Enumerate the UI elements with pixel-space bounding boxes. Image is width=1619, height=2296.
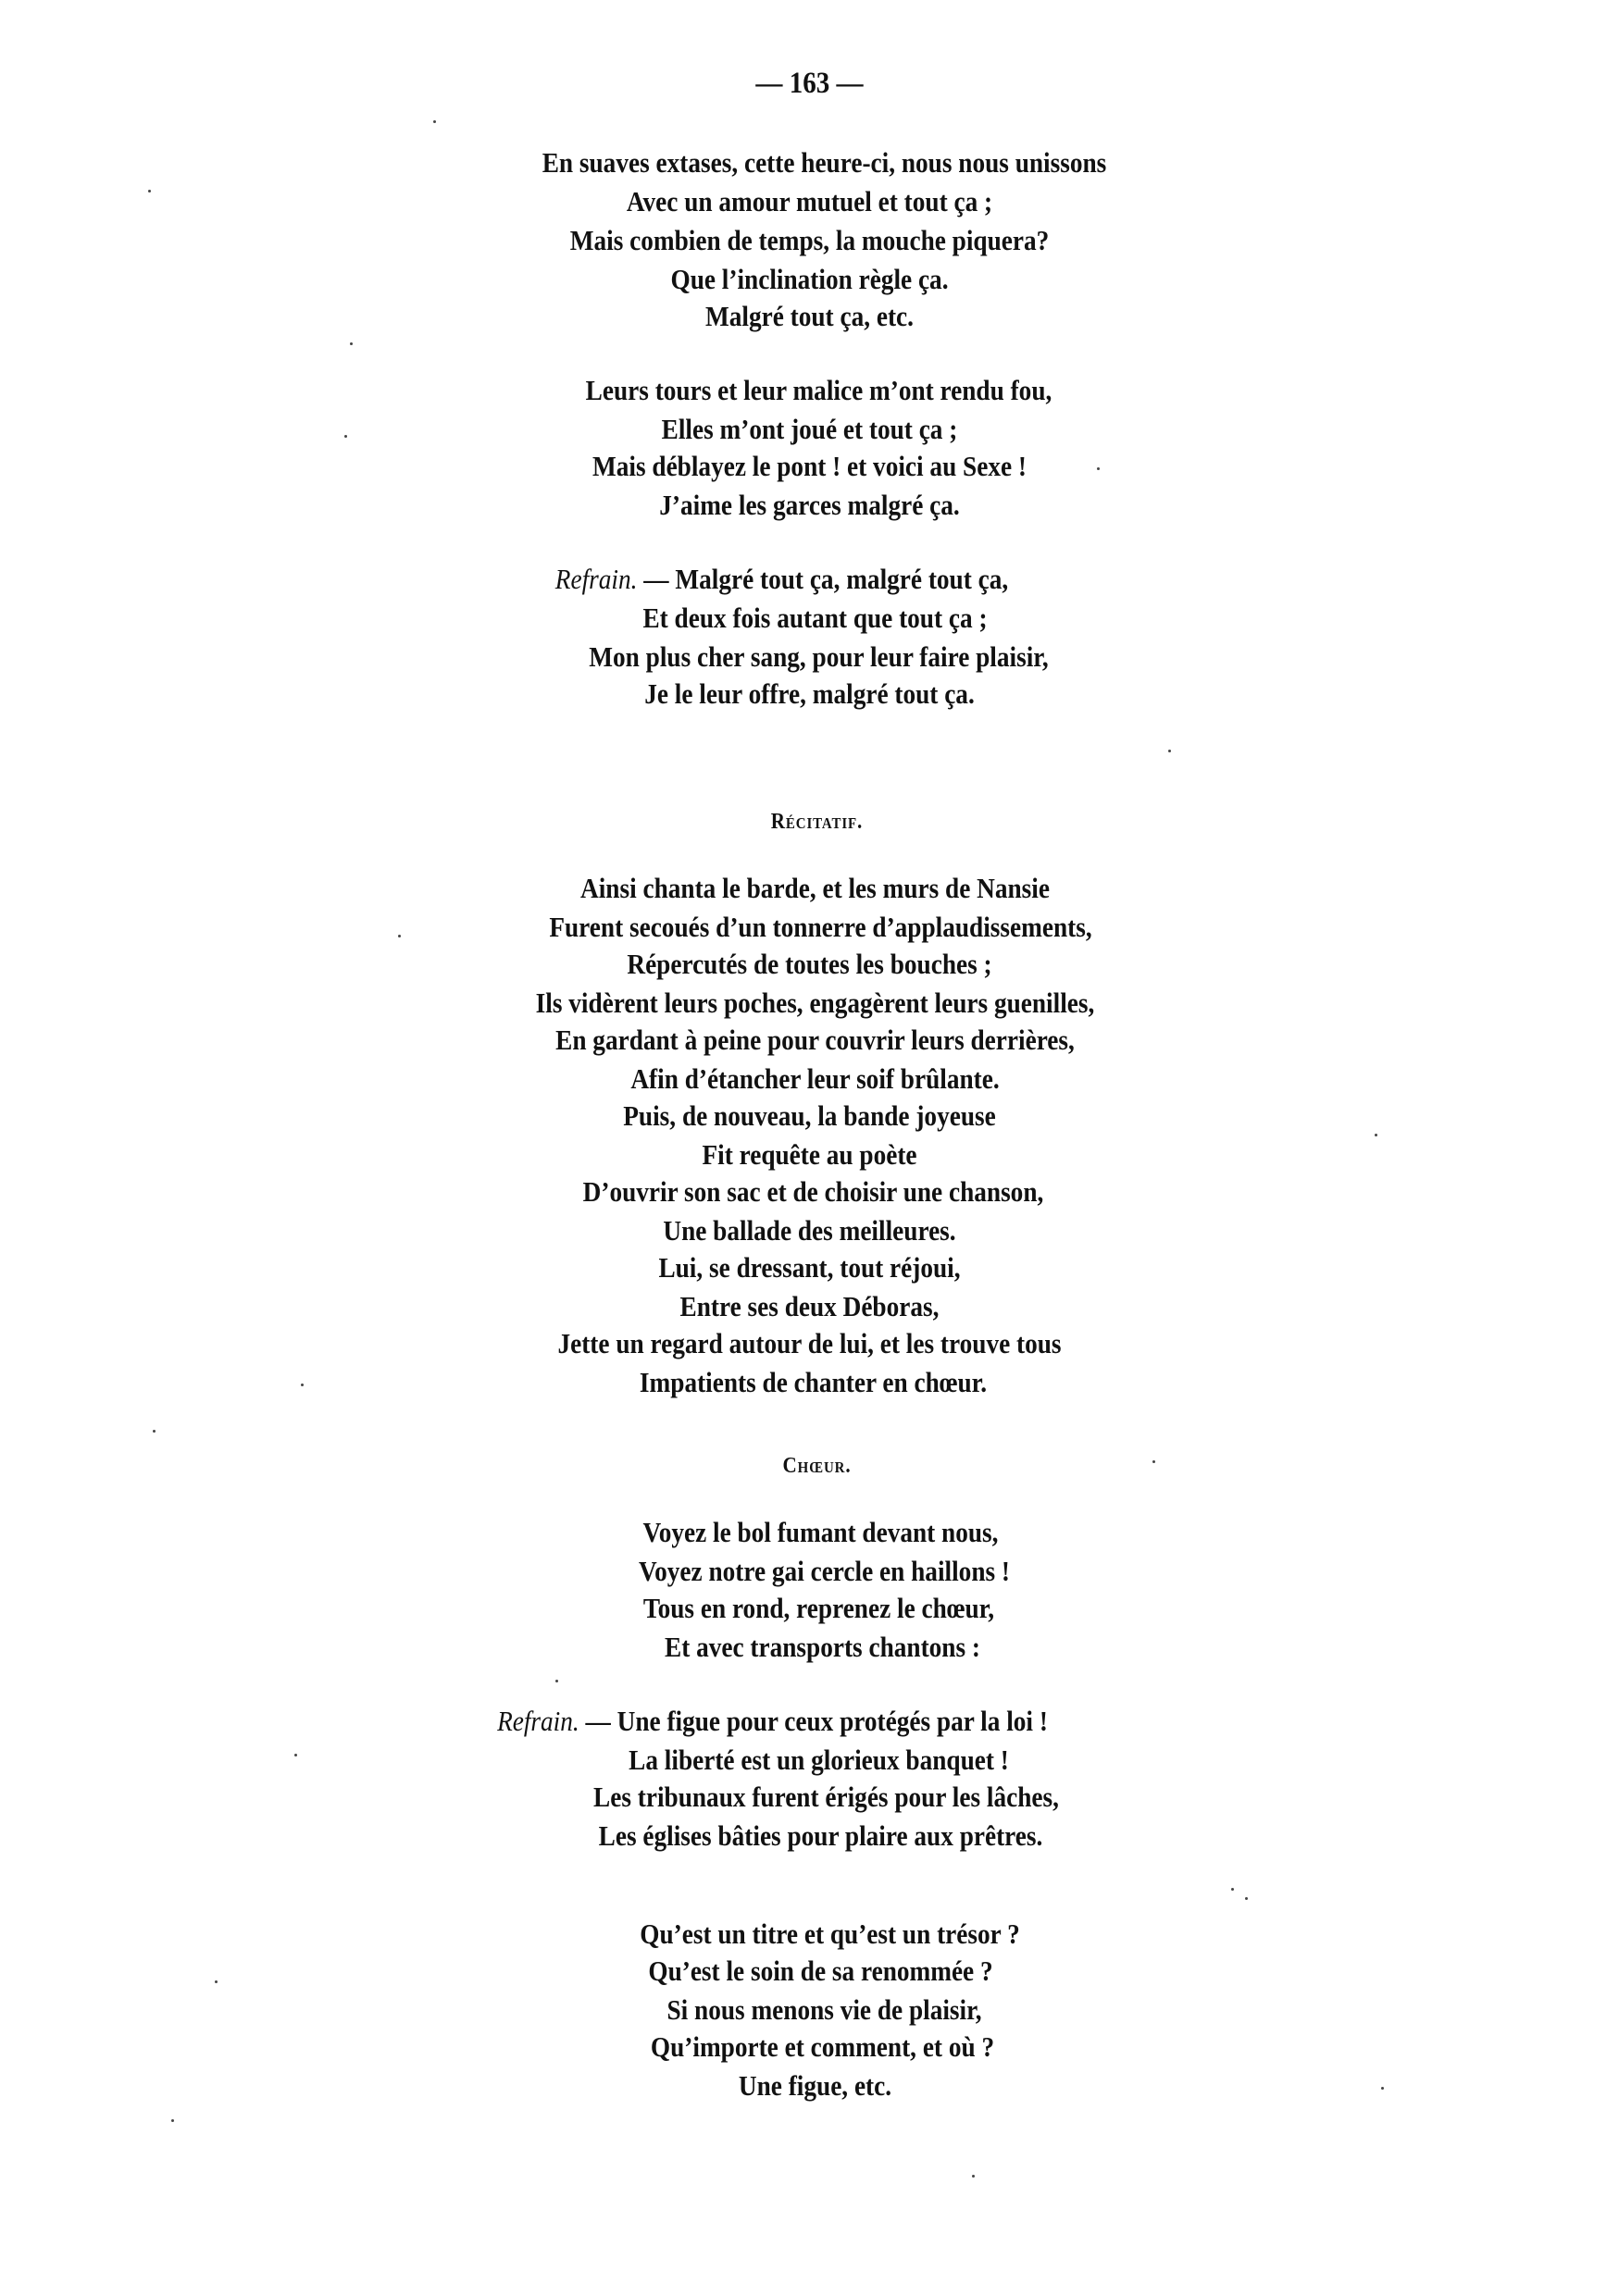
verse-line: Elles m’ont joué et tout ça ; — [661, 413, 958, 445]
verse-line: Leurs tours et leur malice m’ont rendu fou, — [585, 374, 1052, 406]
verse-line: Et avec transports chantons : — [665, 1631, 980, 1663]
verse-line: Ainsi chanta le barde, et les murs de Nansie — [580, 872, 1050, 904]
refrain-label: Refrain. — [497, 1705, 579, 1737]
scan-speck — [215, 1980, 218, 1983]
scan-speck — [350, 342, 353, 345]
verse-line: J’aime les garces malgré ça. — [659, 489, 960, 521]
verse-line: Voyez le bol fumant devant nous, — [642, 1516, 999, 1548]
verse-line: Puis, de nouveau, la bande joyeuse — [623, 1099, 996, 1132]
scan-speck — [1231, 1888, 1234, 1891]
verse-line: Mon plus cher sang, pour leur faire plaisir, — [589, 640, 1049, 673]
refrain-first-line — [69, 561, 1494, 598]
verse-line: Voyez notre gai cercle en haillons ! — [638, 1555, 1011, 1587]
verse-line: Avec un amour mutuel et tout ça ; — [626, 185, 993, 217]
verse-line: D’ouvrir son sac et de choisir une chanson, — [582, 1175, 1044, 1208]
verse-line: En suaves extases, cette heure-ci, nous nous unissons — [542, 146, 1107, 179]
scan-speck — [433, 120, 436, 123]
scan-speck — [1245, 1897, 1248, 1900]
verse-line: Jette un regard autour de lui, et les trouve tous — [557, 1327, 1062, 1359]
scan-speck — [294, 1754, 297, 1756]
scan-speck — [972, 2175, 975, 2178]
verse-line: Impatients de chanter en chœur. — [639, 1366, 988, 1398]
scan-speck — [1097, 467, 1100, 470]
verse-line: Fit requête au poète — [702, 1138, 917, 1171]
verse-line: Afin d’étancher leur soif brûlante. — [630, 1062, 1000, 1095]
verse-line: Et deux fois autant que tout ça ; — [642, 602, 988, 634]
verse-line: Une ballade des meilleures. — [663, 1214, 956, 1247]
refrain-label: Refrain. — [554, 563, 638, 595]
scan-speck — [1375, 1134, 1377, 1136]
scan-speck — [153, 1430, 156, 1433]
scan-speck — [398, 935, 401, 937]
scan-speck — [344, 435, 347, 438]
verse-line: Répercutés de toutes les bouches ; — [627, 948, 992, 980]
verse-line: La liberté est un glorieux banquet ! — [629, 1744, 1009, 1776]
section-heading-choeur: Chœur. — [782, 1454, 852, 1478]
scan-speck — [555, 1680, 558, 1682]
verse-line: Entre ses deux Déboras, — [679, 1290, 940, 1322]
verse-line: Que l’inclination règle ça. — [670, 263, 949, 295]
verse-line: Qu’importe et comment, et où ? — [650, 2030, 995, 2063]
verse-line: En gardant à peine pour couvrir leurs derrières, — [555, 1024, 1075, 1056]
verse-line: Les tribunaux furent érigés pour les lâches, — [593, 1781, 1059, 1813]
verse-line: Furent secoués d’un tonnerre d’applaudissements, — [549, 911, 1092, 943]
verse-line: Qu’est un titre et qu’est un trésor ? — [640, 1917, 1020, 1950]
verse-line: Tous en rond, reprenez le chœur, — [642, 1592, 995, 1624]
scan-speck — [171, 2119, 174, 2122]
refrain-text: — Une figue pour ceux protégés par la loi ! — [579, 1705, 1048, 1737]
verse-line: Mais déblayez le pont ! et voici au Sexe ! — [592, 450, 1027, 482]
verse-line: Qu’est le soin de sa renommée ? — [648, 1955, 993, 1987]
scan-speck — [148, 190, 151, 192]
verse-line: Malgré tout ça, etc. — [705, 300, 914, 332]
scan-speck — [301, 1384, 304, 1386]
verse-line: Je le leur offre, malgré tout ça. — [644, 677, 975, 710]
scan-speck — [1381, 2087, 1384, 2090]
verse-line: Si nous menons vie de plaisir, — [666, 1993, 982, 2026]
verse-line: Lui, se dressant, tout réjoui, — [658, 1251, 961, 1284]
refrain-text: — Malgré tout ça, malgré tout ça, — [637, 563, 1009, 595]
verse-line: Mais combien de temps, la mouche piquera? — [569, 224, 1050, 256]
scan-speck — [1168, 750, 1171, 752]
section-heading-recitatif: Récitatif. — [770, 810, 864, 834]
verse-line: Une figue, etc. — [738, 2069, 892, 2102]
scan-speck — [1152, 1460, 1155, 1463]
verse-line: Les églises bâties pour plaire aux prêtres. — [598, 1819, 1043, 1852]
page-number: — 163 — — [755, 67, 864, 100]
verse-line: Ils vidèrent leurs poches, engagèrent leurs guenilles, — [535, 987, 1095, 1019]
refrain-first-line — [60, 1703, 1485, 1740]
